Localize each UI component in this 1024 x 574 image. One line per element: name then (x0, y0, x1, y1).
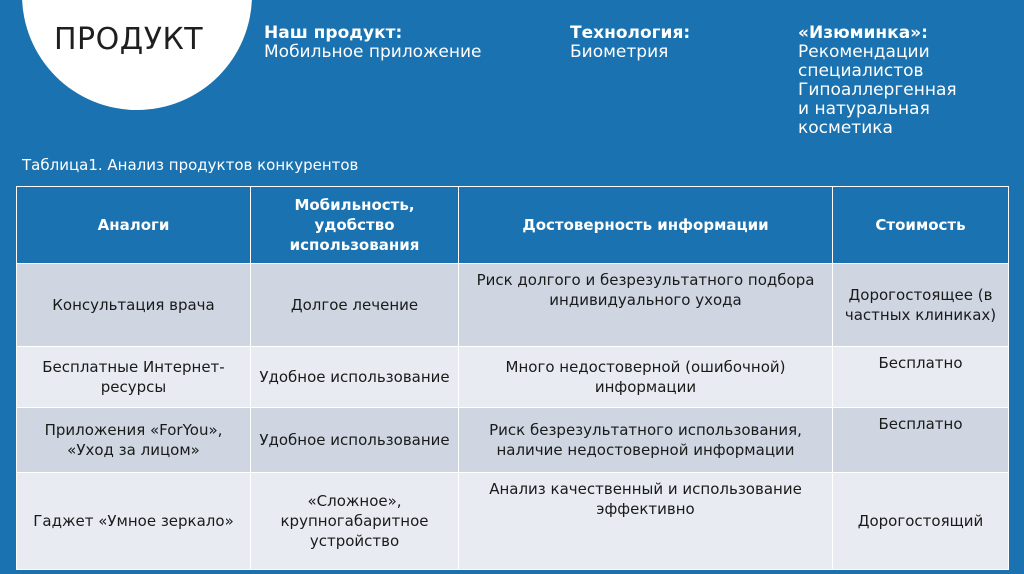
header-cost: Стоимость (833, 187, 1009, 264)
table-cell: Бесплатные Интернет-ресурсы (17, 347, 251, 408)
header-mobility: Мобильность, удобство использования (251, 187, 459, 264)
table-cell: Дорогостоящий (833, 473, 1009, 570)
competitors-table (16, 186, 1009, 570)
product-value: Мобильное приложение (264, 42, 482, 62)
technology-value: Биометрия (570, 42, 669, 62)
highlight-label: «Изюминка»: (798, 23, 928, 43)
table-cell: Приложения «ForYou», «Уход за лицом» (17, 408, 251, 473)
table-cell: Много недостоверной (ошибочной) информации (459, 347, 833, 408)
table-cell: Бесплатно (833, 408, 1009, 473)
table-cell: Гаджет «Умное зеркало» (17, 473, 251, 570)
table-cell: «Сложное», крупногабаритное устройство (251, 473, 459, 570)
header-reliability: Достоверность информации (459, 187, 833, 264)
highlight-line: косметика (798, 118, 893, 138)
table-header-row (17, 187, 1009, 264)
table-cell: Удобное использование (251, 347, 459, 408)
table-cell: Удобное использование (251, 408, 459, 473)
product-block (264, 24, 481, 62)
table-cell: Дорогостоящее (в частных клиниках) (833, 264, 1009, 347)
header-analogs: Аналоги (17, 187, 251, 264)
technology-label: Технология: (570, 23, 691, 43)
table-cell: Долгое лечение (251, 264, 459, 347)
table-cell: Бесплатно (833, 347, 1009, 408)
technology-block (570, 24, 690, 62)
table-row (17, 347, 1009, 408)
table-row (17, 473, 1009, 570)
table-cell: Консультация врача (17, 264, 251, 347)
table-cell: Риск долгого и безрезультатного подбора индивидуального ухода (459, 264, 833, 347)
table-row (17, 408, 1009, 473)
highlight-line: и натуральная (798, 99, 930, 119)
table-cell: Анализ качественный и использование эффективно (459, 473, 833, 570)
table-row (17, 264, 1009, 347)
slide-title: ПРОДУКТ (54, 22, 204, 57)
table-caption: Таблица1. Анализ продуктов конкурентов (22, 156, 359, 174)
highlight-line: специалистов (798, 61, 924, 81)
highlight-block (798, 24, 957, 138)
table-cell: Риск безрезультатного использования, наличие недостоверной информации (459, 408, 833, 473)
highlight-line: Рекомендации (798, 42, 930, 62)
highlight-line: Гипоаллергенная (798, 80, 957, 100)
product-label: Наш продукт: (264, 23, 403, 43)
